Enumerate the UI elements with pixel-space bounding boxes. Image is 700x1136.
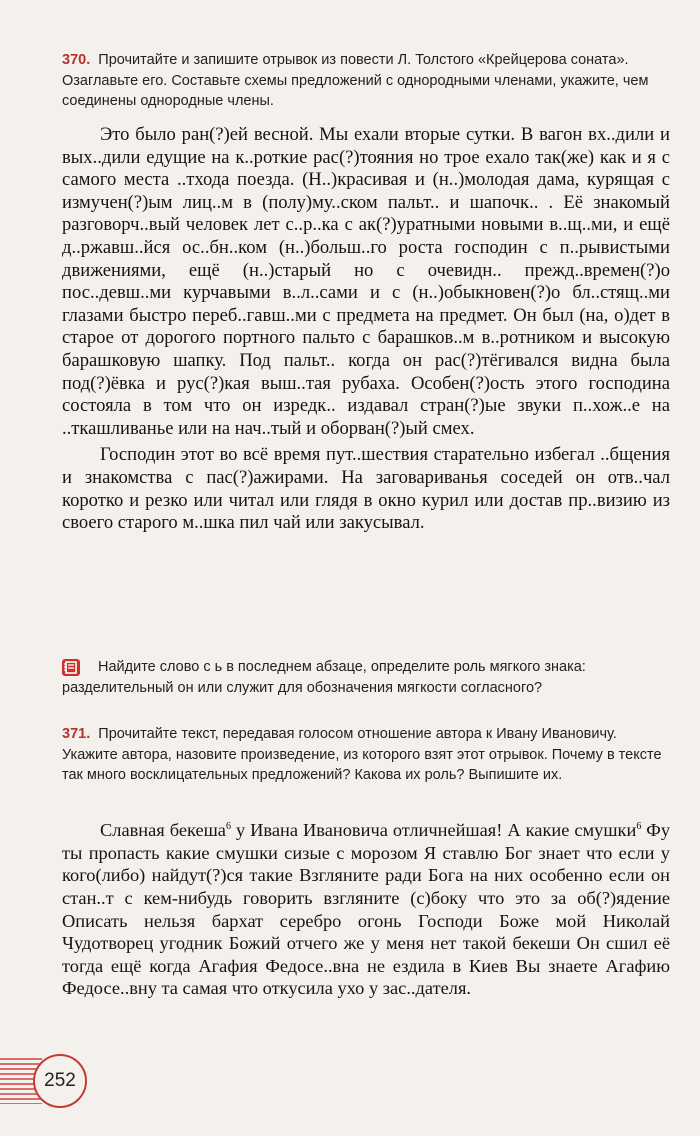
excerpt-text: у Ивана Ивановича отличнейшая! А какие смушки — [230, 820, 637, 841]
excerpt-gogol — [62, 816, 670, 1000]
task-number: 370. — [62, 52, 91, 68]
excerpt-text: Славная бекеша — [100, 820, 226, 841]
task-number: 371. — [62, 726, 91, 742]
task-instructions: Прочитайте текст, передавая голосом отношение автора к Ивану Ивановичу. Укажите автора, назовите произведение, из которого взят этот отрывок. Почему в тексте так много восклицательных предложений? Какова их роль? Выпишите их. — [62, 726, 662, 783]
notebook-icon — [62, 659, 80, 676]
footnote-mark: 6 — [636, 821, 642, 832]
task-371 — [62, 724, 670, 786]
task-370 — [62, 50, 670, 112]
excerpt-kreutzer-sonata — [62, 124, 670, 535]
footnote-mark: 6 — [225, 821, 231, 832]
exercise-note — [62, 657, 670, 698]
excerpt-paragraph: Это было ран(?)ей весной. Мы ехали вторые сутки. В вагон вх..дили и вых..дили едущие на к..роткие рас(?)тояния но трое ехало так(же) как и я с самого места ..тхода поезда. (Н..)красивая и (н..)молодая дама, курящая с измучен(?)ым лиц..м в (полу)му..ском пальт.. и шапочк.. . Её знакомый разговорч..вый человек лет с..р..ка с ак(?)уратными новыми в..щ..ми, и ещё д..ржавш..йся ос..бн..ком (н..)больш..го роста господин с п..рывистыми движениями, ещё (н..)старый но с очевидн.. прежд..времен(?)о пос..девш..ми курчавыми в..л..сами и с (н..)обыкновен(?)о бл..стящ..ми глазами быстро переб..гавш..ми с предмета на предмет. Он был (на, о)дет в старое от дорогого портного пальто с барашков..м в..ротником и высокую барашковую шапку. Под пальт.. когда он рас(?)тёгивался видна была под(?)ёвка и рус(?)кая выш..тая рубаха. Особен(?)ость этого господина состояла в том что он изредк.. издавал стран(?)ые звуки п..хож..е на ..ткашливанье или на нач..тый и оборван(?)ый смех. — [62, 124, 670, 439]
page-number: 252 — [33, 1054, 87, 1108]
note-text: Найдите слово с ь в последнем абзаце, определите роль мягкого знака: разделительный он или служит для обозначения мягкости согласного? — [62, 659, 586, 696]
task-instructions: Прочитайте и запишите отрывок из повести Л. Толстого «Крейцерова соната». Озаглавьте его. Составьте схемы предложений с однородными членами, укажите, чем соединены однородные члены. — [62, 52, 649, 109]
excerpt-paragraph — [62, 816, 670, 1000]
excerpt-text: Фу ты пропасть какие смушки сизые с морозом Я ставлю Бог знает что если у кого(либо) найдут(?)ся такие Взгляните ради Бога на них особенно если он стан..т с кем-нибудь говорить взгляните (с)боку что это за об(?)ядение Описать нельзя бархат серебро огонь Господи Боже мой Николай Чудотворец угодник Божий отчего же у меня нет такой бекеши Он сшил её тогда ещё когда Агафия Федосе..вна не ездила в Киев Вы знаете Агафию Федосе..вну та самая что откусила ухо у зас..дателя. — [62, 820, 671, 999]
page-footer — [0, 1050, 100, 1120]
excerpt-paragraph: Господин этот во всё время пут..шествия старательно избегал ..бщения и знакомства с пас(?)ажирами. На заговариванья соседей он отв..чал коротко и резко или читал или глядя в окно курил или достав пр..визию из своего старого м..шка пил чай или закусывал. — [62, 444, 670, 534]
